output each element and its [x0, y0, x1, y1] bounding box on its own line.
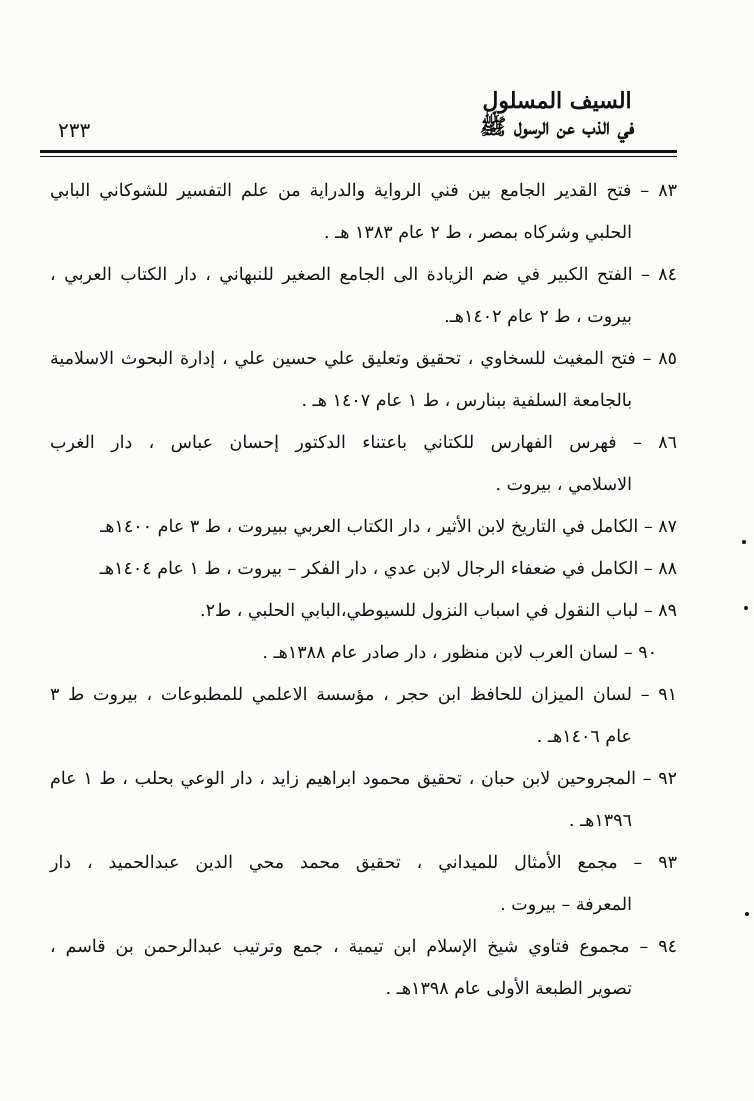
bibliography-entry-86: [50, 422, 677, 506]
entry-line: ٨٣ – فتح القدير الجامع بين فني الرواية والدراية من علم التفسير للشوكاني البابي: [50, 181, 677, 201]
bibliography-entry-85: [50, 338, 677, 422]
header-rule-thin: [40, 156, 677, 157]
entry-line: ٨٩ – لباب النقول في اسباب النزول للسيوطي،البابي الحلبي ، ط٢.: [199, 601, 677, 621]
title-line-1: السيف المسلول: [482, 88, 632, 114]
entry-line: ٨٤ – الفتح الكبير في ضم الزيادة الى الجامع الصغير للنبهاني ، دار الكتاب العربي ،: [50, 265, 677, 285]
entry-continuation: الاسلامي ، بيروت .: [495, 475, 632, 495]
bibliography-entry-91: [50, 674, 677, 758]
bibliography-entry-93: [50, 842, 677, 926]
bibliography-entry-92: [50, 758, 677, 842]
entry-continuation: بالجامعة السلفية ببنارس ، ط ١ عام ١٤٠٧ هـ .: [301, 391, 632, 411]
entry-line: ٩٣ – مجمع الأمثال للميداني ، تحقيق محمد محي الدين عبدالحميد ، دار: [50, 853, 677, 873]
entry-continuation: الحلبي وشركاه بمصر ، ط ٢ عام ١٣٨٣ هـ .: [323, 223, 632, 243]
entry-line: ٨٦ – فهرس الفهارس للكتاني باعتناء الدكتور إحسان عباس ، دار الغرب: [50, 433, 677, 453]
title-line-2: في الذب عن الرسول ﷺ: [479, 114, 635, 140]
scan-speck: [744, 606, 748, 610]
entry-continuation: المعرفة – بيروت .: [500, 895, 632, 915]
entry-line: ٩١ – لسان الميزان للحافظ ابن حجر ، مؤسسة الاعلمي للمطبوعات ، بيروت ط ٣: [50, 685, 677, 705]
entry-line: ٩٤ – مجموع فتاوي شيخ الإسلام ابن تيمية ، جمع وترتيب عبدالرحمن بن قاسم ،: [50, 937, 677, 957]
entry-continuation: ١٣٩٦هـ .: [568, 811, 632, 831]
bibliography-entry-90: [50, 632, 677, 674]
entry-line: ٨٨ – الكامل في ضعفاء الرجال لابن عدي ، دار الفكر – بيروت ، ط ١ عام ١٤٠٤هـ: [99, 559, 677, 579]
bibliography-entry-88: [50, 548, 677, 590]
entry-line: ٩٢ – المجروحين لابن حبان ، تحقيق محمود ابراهيم زايد ، دار الوعي بحلب ، ط ١ عام: [50, 769, 677, 789]
page-number: ٢٣٣: [58, 118, 91, 142]
bibliography-entry-84: [50, 254, 677, 338]
page-header: [40, 88, 677, 150]
bibliography-list: [50, 170, 677, 1010]
bibliography-entry-87: [50, 506, 677, 548]
running-title: [437, 88, 677, 140]
entry-line: ٩٠ – لسان العرب لابن منظور ، دار صادر عام ١٣٨٨هـ .: [262, 643, 657, 663]
bibliography-entry-89: [50, 590, 677, 632]
entry-continuation: تصوير الطبعة الأولى عام ١٣٩٨هـ .: [385, 979, 632, 999]
entry-line: ٨٥ – فتح المغيث للسخاوي ، تحقيق وتعليق علي حسين علي ، إدارة البحوث الاسلامية: [50, 349, 677, 369]
scan-speck: [742, 540, 746, 544]
entry-continuation: عام ١٤٠٦هـ .: [536, 727, 632, 747]
scan-speck: [745, 912, 749, 916]
header-rule-thick: [40, 150, 677, 153]
entry-continuation: بيروت ، ط ٢ عام ١٤٠٢هـ.: [444, 307, 632, 327]
bibliography-entry-83: [50, 170, 677, 254]
bibliography-entry-94: [50, 926, 677, 1010]
entry-line: ٨٧ – الكامل في التاريخ لابن الأثير ، دار الكتاب العربي ببيروت ، ط ٣ عام ١٤٠٠هـ: [100, 517, 677, 537]
